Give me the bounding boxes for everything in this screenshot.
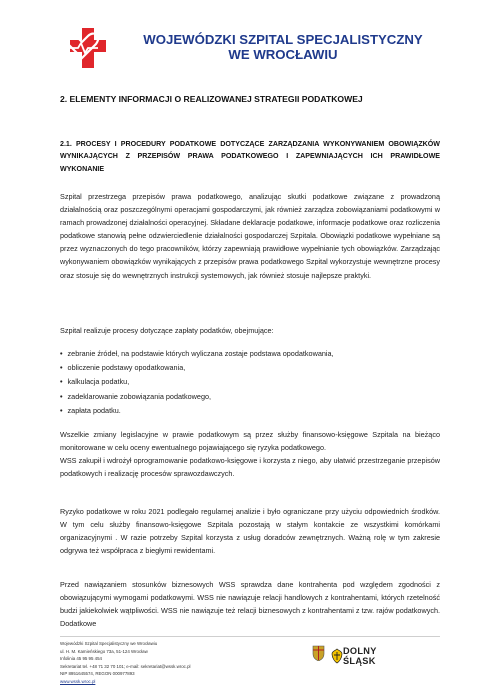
- paragraph-tax-payment-intro: Szpital realizuje procesy dotyczące zapłaty podatków, obejmujące:: [60, 326, 274, 335]
- footer-contact: [60, 640, 310, 686]
- footer-address: ul. H. M. Kamieńskiego 73a, 51-124 Wrocław: [60, 648, 148, 654]
- list-item: • obliczenie podstawy opodatkowania,: [60, 361, 440, 375]
- org-name-line1: WOJEWÓDZKI SZPITAL SPECJALISTYCZNY: [143, 32, 423, 47]
- org-name-line2: WE WROCŁAWIU: [228, 47, 338, 62]
- paragraph-business-partners: Przed nawiązaniem stosunków biznesowych WSS sprawdza dane kontrahenta pod względem zgodności z obowiązującymi wymogami podatkowymi. WSS nie nawiązuje relacji handlowych z kontrahentami, których rzetelność budzi jakiekolwiek wątpliwości. WSS nie nawiązuje też relacji biznesowych z kontrahentami z tzw. rajów podatkowych. Dodatkowe: [60, 580, 440, 629]
- list-item: • zebranie źródeł, na podstawie których wyliczana zostaje podstawa opodatkowania,: [60, 347, 440, 361]
- organization-name: [118, 32, 448, 62]
- section-title: 2. ELEMENTY INFORMACJI O REALIZOWANEJ STRATEGII PODATKOWEJ: [60, 94, 363, 104]
- region-logo-text: [343, 646, 403, 666]
- document-header: [62, 26, 442, 70]
- region-logo-line1: DOLNY: [343, 646, 377, 656]
- footer-tax-ids: NIP 8951645574, REGON 000977893: [60, 671, 135, 677]
- heart-cross-logo-icon: [62, 26, 114, 70]
- paragraph-legislation-monitoring: [60, 428, 440, 480]
- footer-org-name: Wojewódzki Szpital Specjalistyczny we Wrocławiu: [60, 641, 158, 646]
- footer-secretariat: Sekretariat tel. +48 71 32 70 101; e-mail: sekretariat@wssk.wroc.pl: [60, 663, 191, 669]
- paragraph-tax-risk: Ryzyko podatkowe w roku 2021 podlegało regularnej analizie i było ograniczane przy użyciu odpowiednich środków. W tym celu służby finansowo-księgowe Szpitala pozostają w stałym kontakcie ze wszystkimi komórkami organizacyjnymi . W razie potrzeby Szpital korzysta z usług doradców zewnętrznych. Ważną rolę w tym zakresie odgrywa też współpraca z biegłymi rewidentami.: [60, 507, 440, 556]
- tax-process-list: [60, 347, 440, 418]
- region-logo-line2: ŚLĄSK: [343, 656, 376, 666]
- list-item: • kalkulacja podatku,: [60, 375, 440, 389]
- footer-divider: [60, 636, 440, 637]
- eagle-emblem-icon: [331, 648, 343, 664]
- list-item: • zadeklarowanie zobowiązania podatkowego,: [60, 390, 440, 404]
- subsection-title: 2.1. PROCESY I PROCEDURY PODATKOWE DOTYCZĄCE ZARZĄDZANIA WYKONYWANIEM OBOWIĄZKÓW WYNIKAJĄCYCH Z PRZEPISÓW PRAWA PODATKOWEGO I ZAPEWNIAJĄCYCH ICH PRAWIDŁOWE WYKONANIE: [60, 140, 440, 173]
- paragraph-software-text: WSS zakupił i wdrożył oprogramowanie podatkowo-księgowe i korzysta z niego, aby ułatwić przestrzeganie przepisów podatkowych i realizację procesów sprawozdawczych.: [60, 456, 440, 479]
- paragraph-tax-compliance: Szpital przestrzega przepisów prawa podatkowego, analizując skutki podatkowe związane z prowadzoną działalnością oraz poszczególnymi operacjami gospodarczymi, jak również zarządza zobowiązaniami podatkowymi w ramach prowadzonej działalności operacyjnej. Składane deklaracje podatkowe, informacje podatkowe oraz rozliczenia podatkowe stanowią pełne odzwierciedlenie działalności gospodarczej Szpitala. Obowiązki podatkowe wypełniane są przez wyznaczonych do tego pracowników, którzy zapewniają prawidłowe wypełnianie tych obowiązków. Zarządzając wykonywaniem obowiązków wynikających z przepisów prawa podatkowego Szpital wykorzystuje wewnętrzne procesy oraz stosuje się do wewnętrznych instrukcji systemowych, jak również stosuje najlepsze praktyki.: [60, 192, 440, 280]
- footer-website-link[interactable]: www.wssk.wroc.pl: [60, 678, 96, 684]
- paragraph-legislation-text: Wszelkie zmiany legislacyjne w prawie podatkowym są przez służby finansowo-księgowe Szpitala na bieżąco monitorowane w celu oceny ewentualnego pojawiającego się ryzyka podatkowego.: [60, 430, 440, 453]
- city-crest-icon: [312, 645, 325, 661]
- footer-hotline: Infolinia 45 95 95 454: [60, 656, 102, 662]
- list-item: • zapłata podatku.: [60, 404, 440, 418]
